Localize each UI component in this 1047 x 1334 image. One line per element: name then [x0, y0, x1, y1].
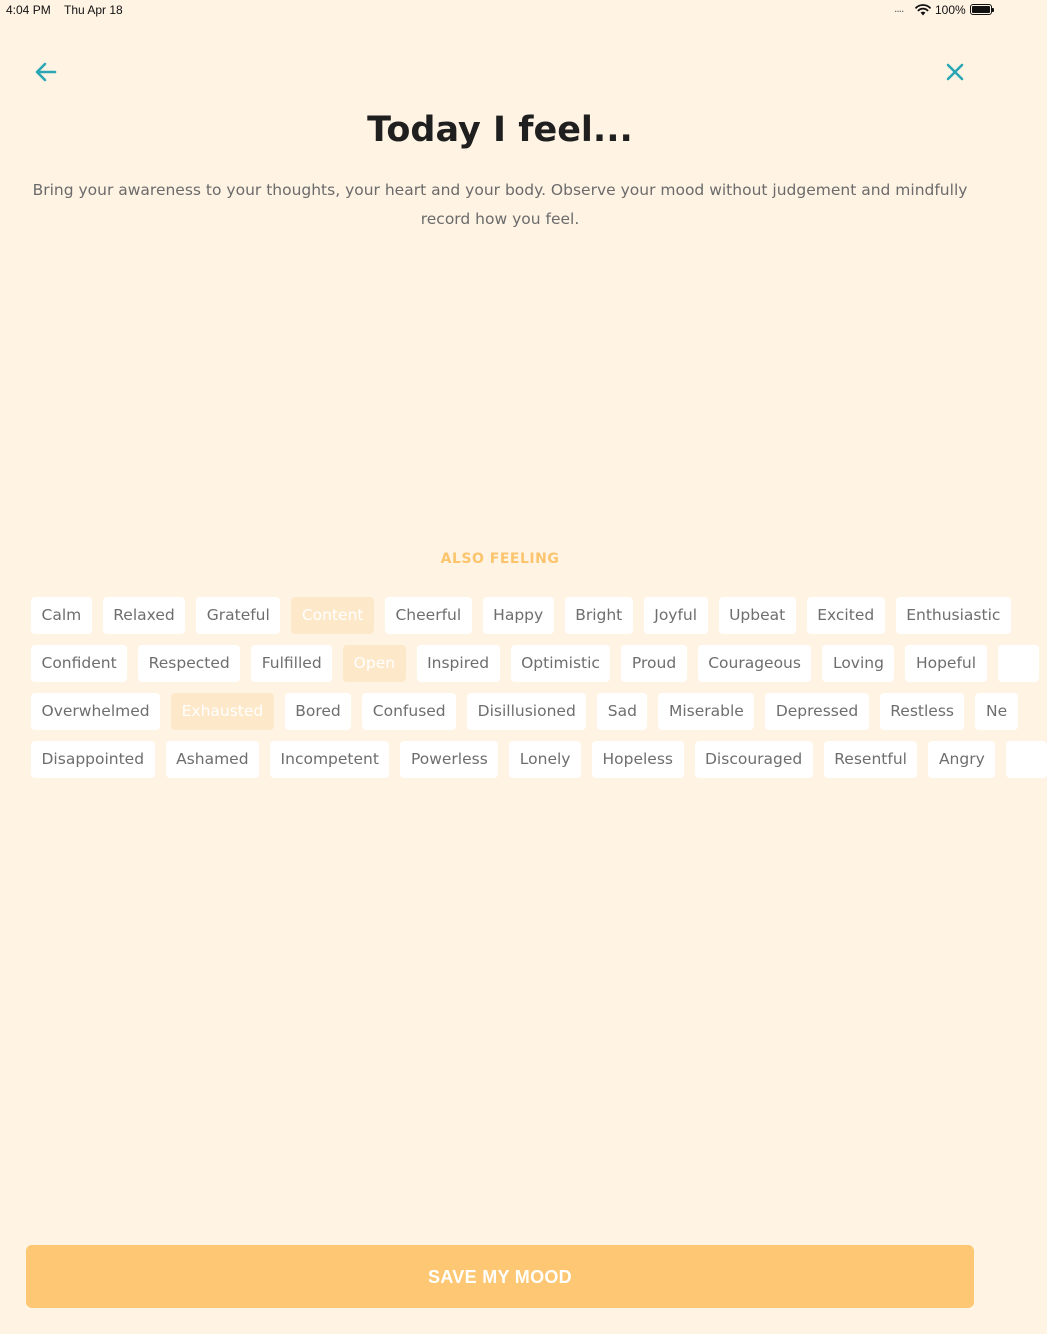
mood-chip[interactable]: Respected	[138, 645, 240, 682]
mood-chip[interactable]: Disappointed	[31, 741, 155, 778]
mood-chip[interactable]: Bored	[285, 693, 352, 730]
also-feeling-label: ALSO FEELING	[440, 551, 560, 567]
mood-chip[interactable]: Confused	[362, 693, 456, 730]
mood-chip[interactable]: Discouraged	[695, 741, 813, 778]
signal-dots-icon: ....	[894, 1, 904, 15]
status-bar	[0, 0, 1000, 22]
status-time: 4:04 PM	[6, 3, 51, 17]
arrow-left-icon	[30, 58, 64, 88]
mood-chip[interactable]: Loving	[822, 645, 894, 682]
mood-chip[interactable]: Optimistic	[511, 645, 611, 682]
page-subtitle: Bring your awareness to your thoughts, your heart and your body. Observe your mood without judgement and mindfully record how you feel.	[32, 181, 968, 228]
mood-chip[interactable]: Calm	[31, 597, 92, 634]
close-icon	[938, 58, 972, 88]
mood-chip[interactable]: Content	[291, 597, 374, 634]
mood-chip[interactable]: Confident	[31, 645, 127, 682]
mood-chip[interactable]: Inspired	[417, 645, 500, 682]
chip-row	[31, 597, 1001, 634]
mood-chip[interactable]: Ashamed	[166, 741, 259, 778]
mood-chip[interactable]: Bright	[565, 597, 633, 634]
mood-chip[interactable]	[998, 645, 1039, 682]
mood-chip[interactable]	[1006, 741, 1047, 778]
mood-chip[interactable]: Powerless	[400, 741, 498, 778]
mood-chip[interactable]: Excited	[807, 597, 885, 634]
mood-chip[interactable]: Cheerful	[385, 597, 472, 634]
mood-chip[interactable]: Sad	[597, 693, 647, 730]
mood-chip[interactable]: Proud	[621, 645, 686, 682]
mood-chip[interactable]: Lonely	[509, 741, 581, 778]
mood-chip[interactable]: Upbeat	[719, 597, 796, 634]
mood-chip[interactable]: Exhausted	[171, 693, 274, 730]
mood-chip[interactable]: Courageous	[698, 645, 812, 682]
mood-chip[interactable]: Disillusioned	[467, 693, 586, 730]
mood-chip[interactable]: Incompetent	[270, 741, 389, 778]
mood-chip[interactable]: Angry	[928, 741, 995, 778]
mood-chip[interactable]: Depressed	[765, 693, 868, 730]
chip-row	[31, 645, 977, 682]
mood-chip[interactable]: Hopeless	[592, 741, 684, 778]
battery-percent: 100%	[935, 3, 966, 17]
close-button[interactable]	[938, 58, 972, 88]
mood-chip[interactable]: Resentful	[824, 741, 918, 778]
save-mood-button[interactable]: SAVE MY MOOD	[26, 1245, 974, 1308]
wifi-icon	[915, 4, 931, 16]
back-button[interactable]	[30, 58, 64, 88]
status-date: Thu Apr 18	[64, 3, 123, 17]
mood-chip[interactable]: Grateful	[196, 597, 280, 634]
chip-row	[31, 741, 985, 778]
mood-chip[interactable]: Overwhelmed	[31, 693, 160, 730]
mood-chip[interactable]: Joyful	[644, 597, 708, 634]
mood-chip[interactable]: Ne	[975, 693, 1017, 730]
mood-chip[interactable]: Enthusiastic	[896, 597, 1011, 634]
mood-chip-grid[interactable]	[31, 597, 1008, 787]
mood-chip[interactable]: Happy	[483, 597, 554, 634]
mood-chip[interactable]: Fulfilled	[251, 645, 332, 682]
mood-chip[interactable]: Restless	[880, 693, 965, 730]
battery-icon	[970, 4, 992, 15]
page-title: Today I feel...	[367, 110, 633, 150]
chip-row	[31, 693, 1008, 730]
mood-chip[interactable]: Miserable	[658, 693, 754, 730]
mood-chip[interactable]: Relaxed	[103, 597, 186, 634]
mood-chip[interactable]: Open	[343, 645, 405, 682]
mood-chip[interactable]: Hopeful	[905, 645, 986, 682]
